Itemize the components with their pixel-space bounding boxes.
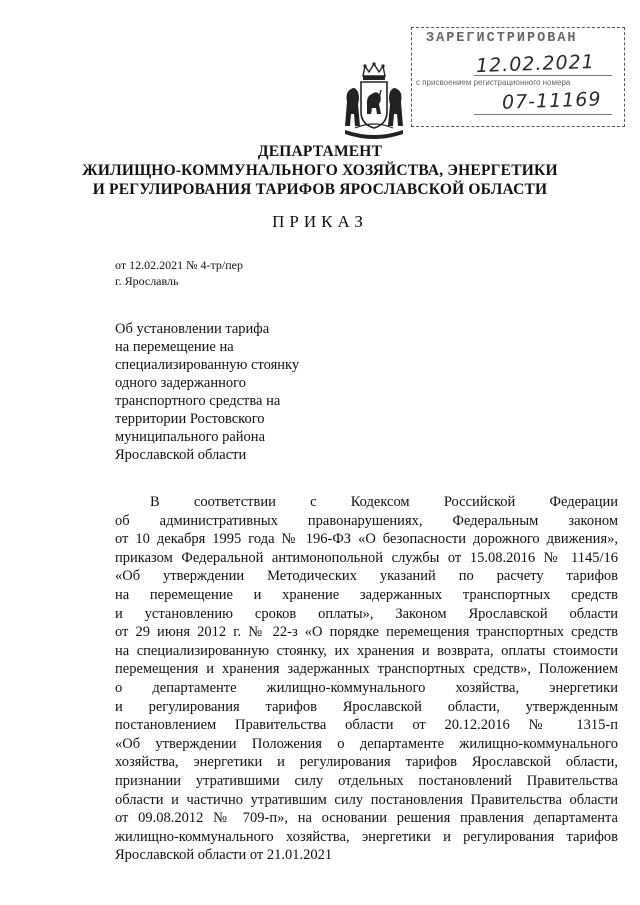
- body-line: «Об утверждении Методических указаний по расчету тарифов: [115, 568, 618, 585]
- body-line: и установлению сроков оплаты», Законом Ярославской области: [115, 605, 618, 622]
- order-body-paragraph: [115, 493, 618, 865]
- body-line: перемещения и хранения задержанных транспортных средств», Положением: [115, 661, 618, 678]
- body-line: от 29 июня 2012 г. № 22-з «О порядке перемещения транспортных средств: [115, 624, 618, 641]
- body-line: признании утратившими силу отдельных постановлений Правительства: [115, 772, 618, 789]
- body-line: области и частично утратившим силу постановления Правительства области: [115, 791, 618, 808]
- stamp-date-underline: [474, 75, 612, 76]
- stamp-title: ЗАРЕГИСТРИРОВАН: [426, 31, 578, 46]
- subject-line: Ярославской области: [115, 447, 247, 463]
- order-date-number: от 12.02.2021 № 4-тр/пер: [115, 258, 244, 272]
- subject-line: на перемещение на: [115, 339, 234, 355]
- subject-line: транспортного средства на: [115, 393, 281, 409]
- body-line: приказом Федеральной антимонопольной службы от 15.08.2016 № 1145/16: [115, 549, 618, 566]
- body-line: о департаменте жилищно-коммунального хозяйства, энергетики: [115, 679, 618, 696]
- subject-line: территории Ростовского: [115, 411, 265, 427]
- body-line: «Об утверждении Положения о департаменте жилищно-коммунального: [115, 735, 618, 752]
- body-line: хозяйства, энергетики и регулирования тарифов Ярославской области,: [115, 754, 618, 771]
- department-heading-line-2: ЖИЛИЩНО-КОММУНАЛЬНОГО ХОЗЯЙСТВА, ЭНЕРГЕТИКИ: [82, 162, 558, 179]
- order-subject: [115, 320, 355, 464]
- body-line: от 09.08.2012 № 709-п», на основании решения правления департамента: [115, 810, 618, 827]
- department-heading-line-1: ДЕПАРТАМЕНТ: [257, 143, 383, 160]
- body-line: об административных правонарушениях, Федеральным законом: [115, 512, 618, 529]
- coat-of-arms-icon: [341, 62, 407, 142]
- subject-line: специализированную стоянку: [115, 357, 300, 373]
- stamp-date: 12.02.2021: [475, 50, 596, 78]
- body-line: от 10 декабря 1995 года № 196-ФЗ «О безопасности дорожного движения»,: [115, 531, 618, 548]
- stamp-registration-number: 07-11169: [501, 88, 602, 114]
- document-type-title: ПРИКАЗ: [272, 212, 368, 231]
- subject-line: Об установлении тарифа: [115, 321, 270, 337]
- body-line: жилищно-коммунального хозяйства, энергетики и регулирования тарифов: [115, 828, 618, 845]
- stamp-subtitle: с присвоением регистрационного номера: [416, 78, 571, 87]
- body-line: и регулирования тарифов Ярославской области, утвержденным: [115, 698, 618, 715]
- body-line: В соответствии с Кодексом Российской Федерации: [150, 494, 618, 510]
- stamp-number-underline: [474, 114, 612, 115]
- body-line: Ярославской области от 21.01.2021: [115, 847, 333, 864]
- subject-line: муниципального района: [115, 429, 265, 445]
- body-line: на специализированную стоянку, их хранения и возврата, оплаты стоимости: [115, 642, 618, 659]
- registration-stamp: [411, 27, 625, 127]
- department-heading-line-3: И РЕГУЛИРОВАНИЯ ТАРИФОВ ЯРОСЛАВСКОЙ ОБЛАСТИ: [92, 181, 548, 198]
- body-line: на перемещение и хранение задержанных транспортных средств: [115, 586, 618, 603]
- order-city: г. Ярославль: [115, 274, 179, 288]
- subject-line: одного задержанного: [115, 375, 246, 391]
- body-line: постановлением Правительства области от 20.12.2016 № 1315-п: [115, 717, 618, 734]
